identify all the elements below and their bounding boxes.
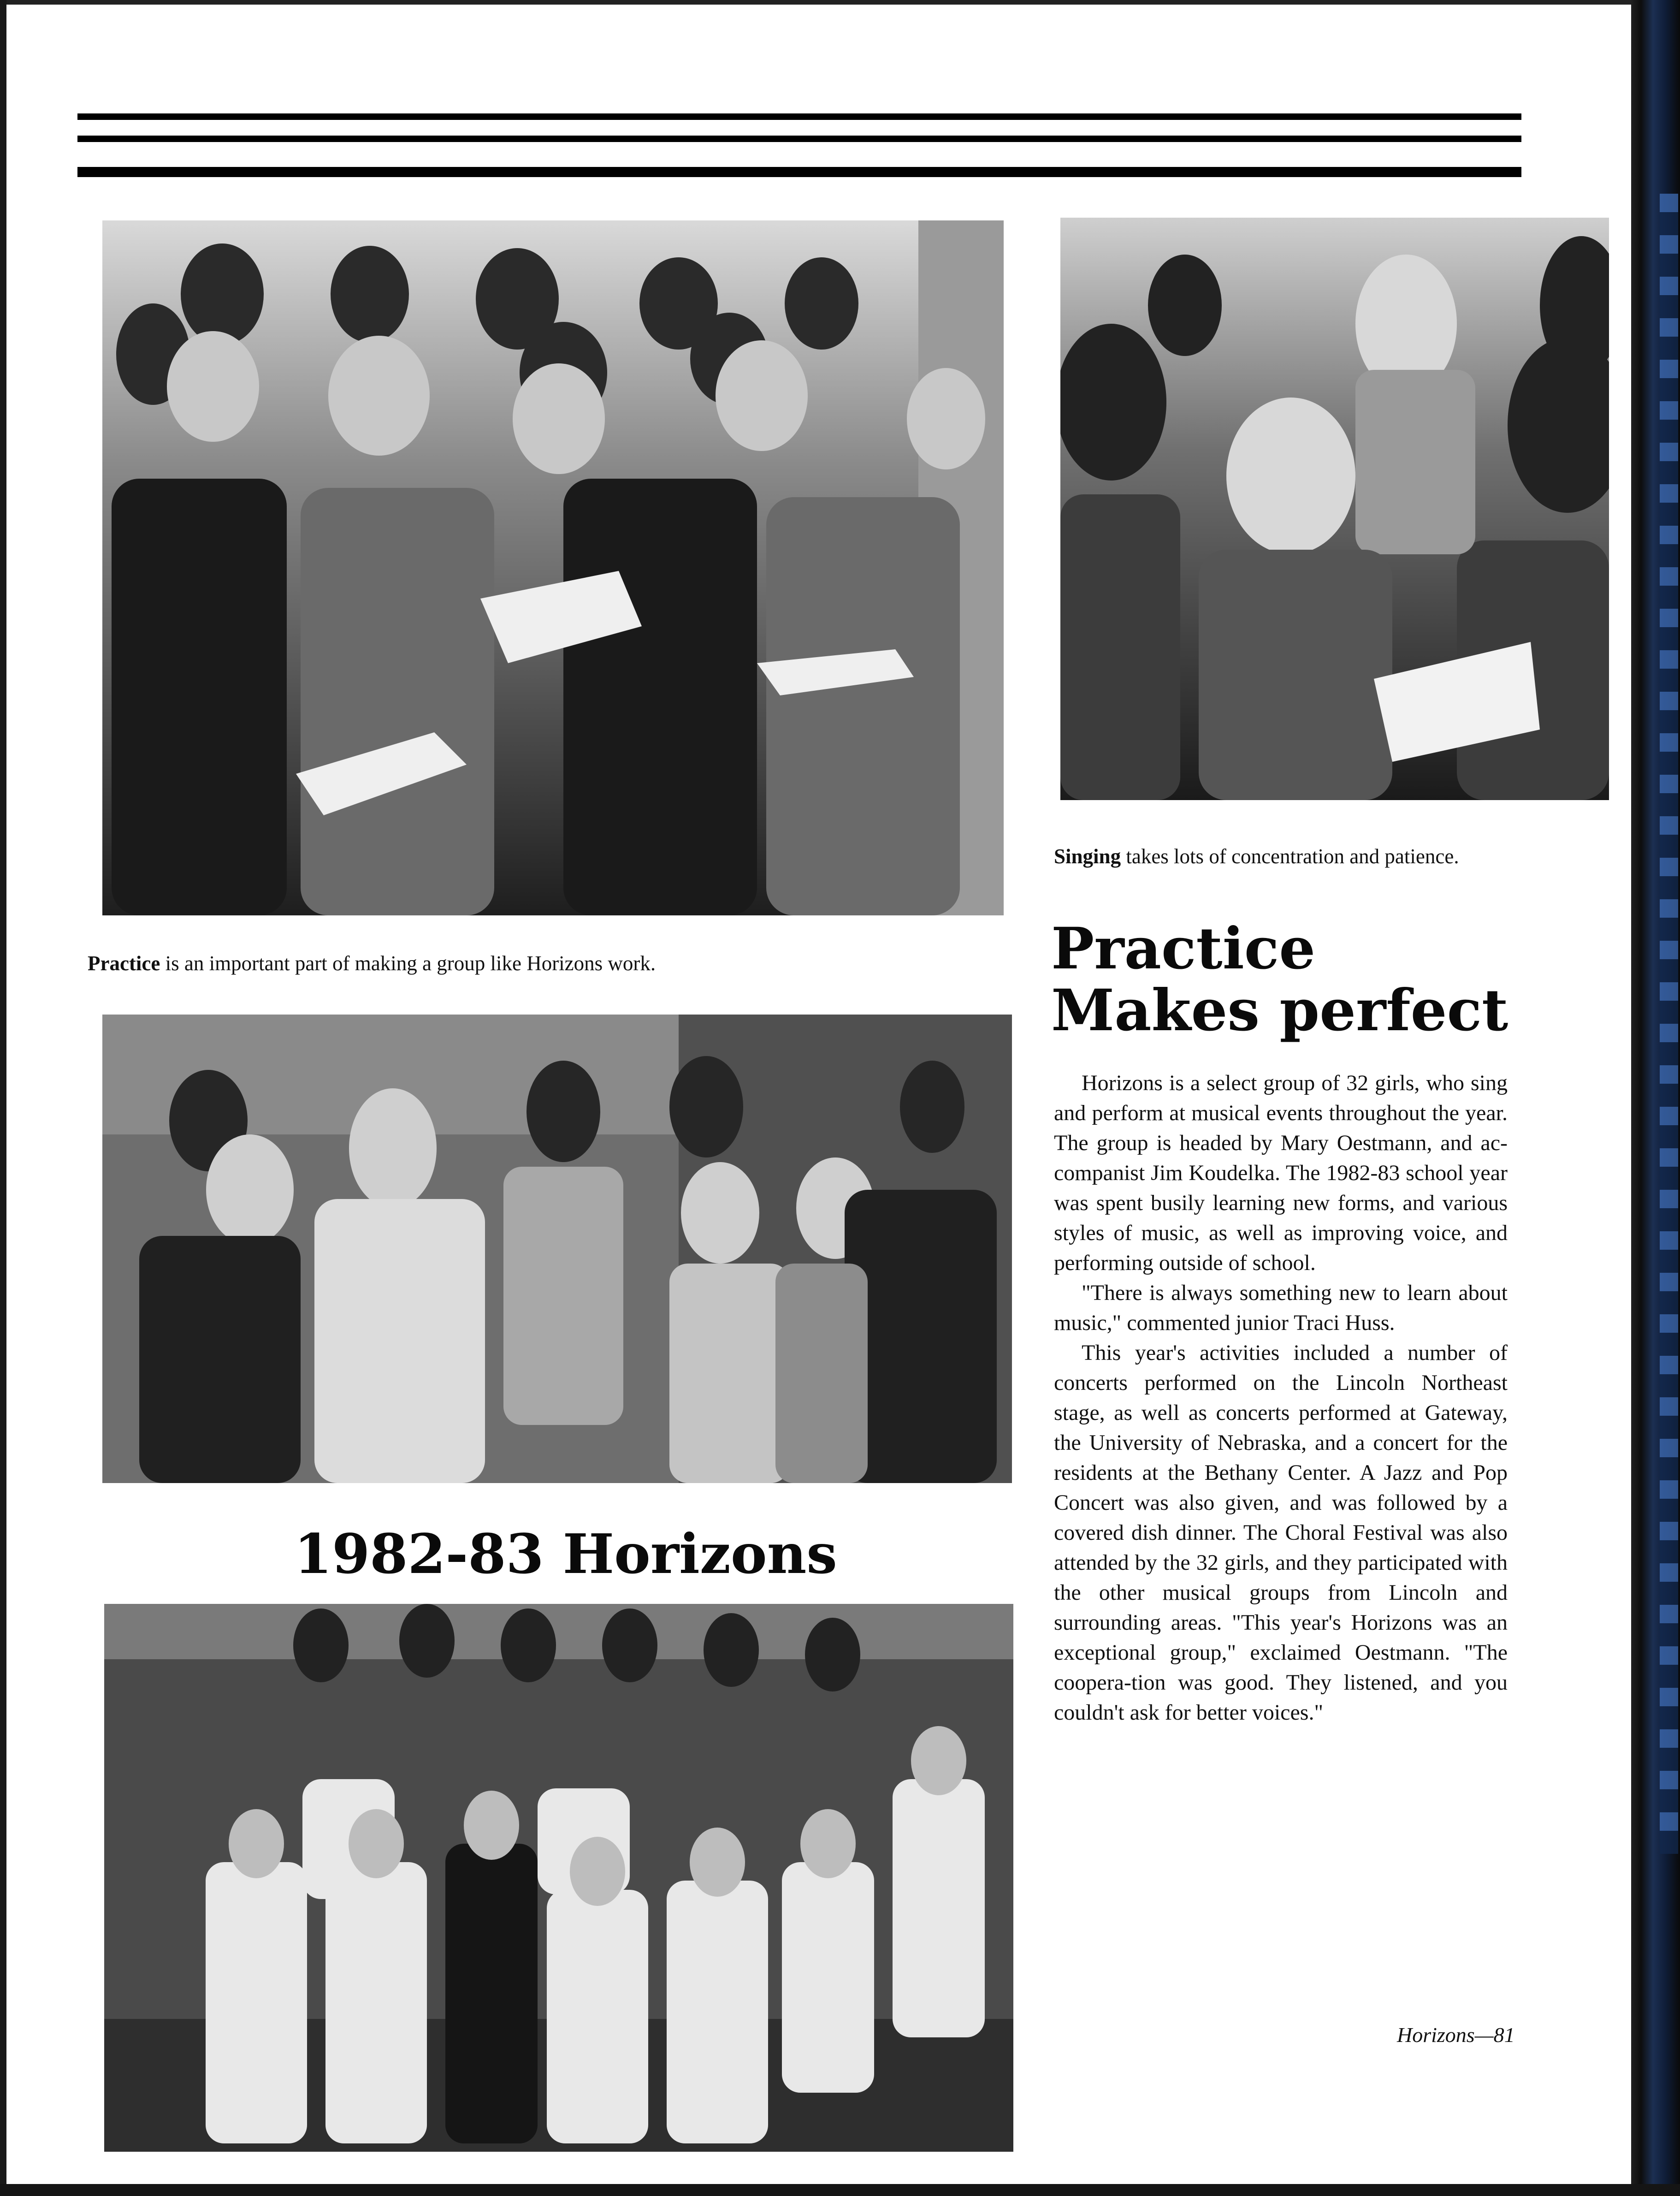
photo-singing [1060,218,1609,800]
photo-seated-practice [102,220,1004,915]
page-folio: Horizons—81 [1397,2023,1515,2047]
photo-standing-group [102,1015,1012,1483]
caption-practice [88,951,917,976]
header-rule-2 [77,136,1521,142]
page-top-edge [0,0,1680,5]
photo-group-portrait [104,1604,1013,2152]
caption-singing-text: takes lots of concentration and patience. [1121,845,1459,868]
article-paragraph: Horizons is a select group of 32 girls, who sing and perform at musical events throughout the year. The group is headed by Mary Oestmann, and ac-companist Jim Koudelka. The 1982-83 school year was spent busily learning new forms, and various styles of music, as well as improving voice, and performing outside of school. [1054,1071,1508,1275]
page-left-edge [0,0,6,2196]
caption-practice-lead: Practice [88,952,160,975]
article-body [1054,1068,1508,1727]
headline-line-1: Practice [1051,915,1316,982]
caption-practice-text: is an important part of making a group like Horizons work. [160,952,656,975]
header-rule-3 [77,167,1521,177]
header-rule-1 [77,113,1521,120]
article-paragraph: "There is always something new to learn about music," commented junior Traci Huss. [1054,1281,1508,1335]
headline-line-2: Makes perfect [1051,977,1508,1044]
spine-pattern [1660,194,1678,1854]
group-title: 1982-83 Horizons [294,1522,837,1586]
caption-singing-lead: Singing [1054,845,1121,868]
article-paragraph: This year's activities included a number of concerts performed on the Lincoln Northeast stage, as well as concerts performed at Gateway, the University of Nebraska, and a concert for the residents at the Bethany Center. A Jazz and Pop Concert was also given, and was followed by a covered dish dinner. The Choral Festival was also attended by the 32 girls, and they participated with the other musical groups from Lincoln and surrounding areas. "This year's Horizons was an exceptional group," exclaimed Oestmann. "The coopera-tion was good. They listened, and you couldn't ask for better voices." [1054,1341,1508,1725]
page-bottom-edge [0,2184,1680,2196]
caption-singing [1054,844,1515,869]
